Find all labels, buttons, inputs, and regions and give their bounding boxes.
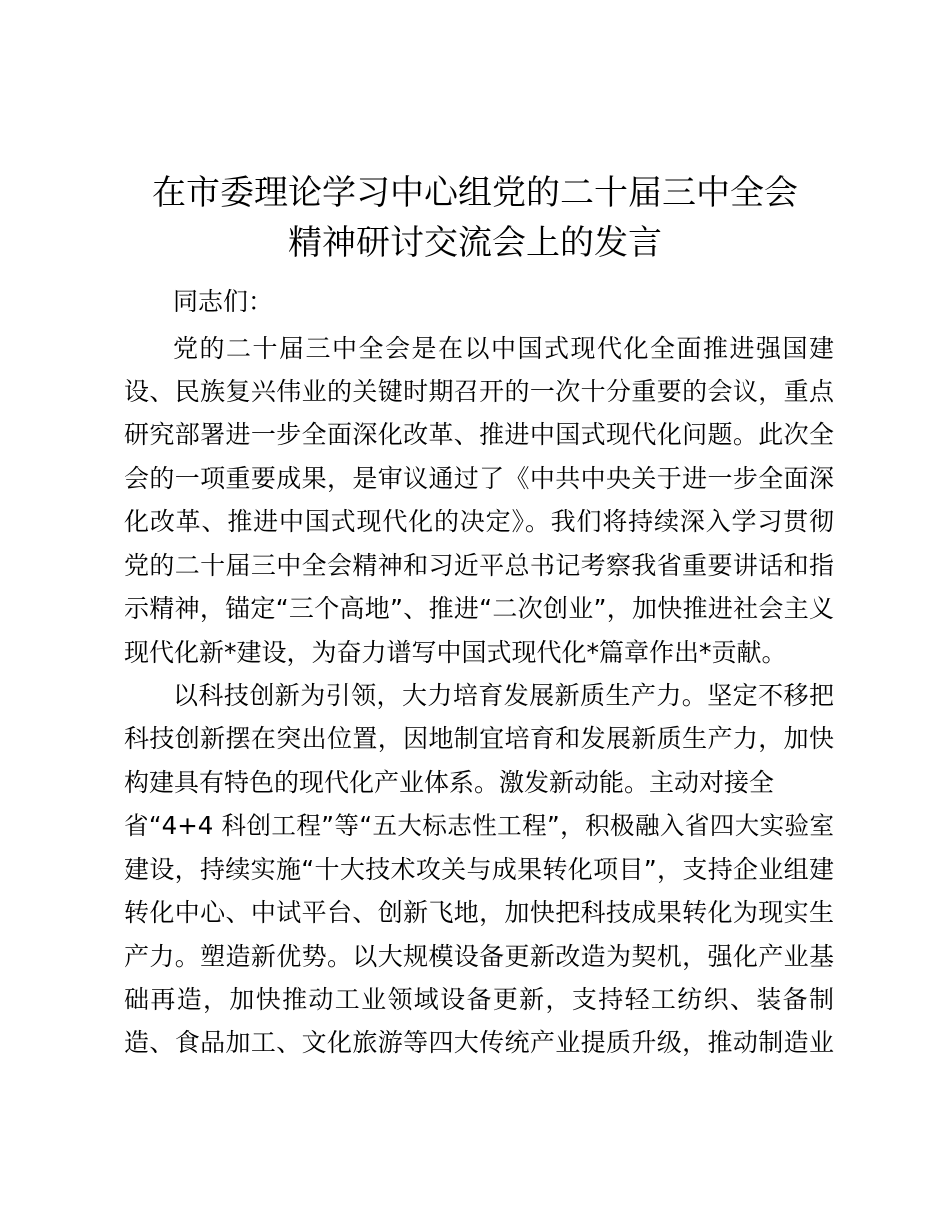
paragraph-line: 现代化新*建设，为奋力谱写中国式现代化*篇章作出*贡献。 (124, 638, 787, 667)
title-line: 精神研讨交流会上的发言 (288, 223, 662, 263)
title-line: 在市委理论学习中心组党的二十届三中全会 (152, 173, 798, 213)
paragraph-line: 础再造，加快推动工业领域设备更新，支持轻工纺织、装备制 (124, 985, 834, 1014)
paragraph-line: 产力。塑造新优势。以大规模设备更新改造为契机，强化产业基 (124, 942, 834, 971)
paragraph-line: 构建具有特色的现代化产业体系。激发新动能。主动对接全 (124, 768, 775, 797)
paragraph-line: 示精神，锚定“三个高地”、推进“二次创业”，加快推进社会主义 (124, 594, 834, 623)
paragraph-line: 设、民族复兴伟业的关键时期召开的一次十分重要的会议，重点 (124, 377, 834, 406)
paragraph-line: 党的二十届三中全会是在以中国式现代化全面推进强国建 (173, 334, 834, 363)
paragraph-line: 转化中心、中试平台、创新飞地，加快把科技成果转化为现实生 (124, 898, 834, 927)
document-title (100, 168, 850, 268)
paragraph-line: 化改革、推进中国式现代化的决定》。我们将持续深入学习贯彻 (124, 507, 834, 536)
paragraph-line: 造、食品加工、文化旅游等四大传统产业提质升级，推动制造业 (124, 1028, 834, 1057)
paragraph-line: 建设，持续实施“十大技术攻关与成果转化项目”，支持企业组建 (124, 855, 834, 884)
paragraph-line: 省“4+4 科创工程”等“五大标志性工程”，积极融入省四大实验室 (124, 811, 834, 840)
paragraph-line: 会的一项重要成果，是审议通过了《中共中央关于进一步全面深 (124, 464, 834, 493)
salutation: 同志们： (173, 287, 274, 316)
paragraph-line: 科技创新摆在突出位置，因地制宜培育和发展新质生产力，加快 (124, 724, 834, 753)
paragraph-line: 党的二十届三中全会精神和习近平总书记考察我省重要讲话和指 (124, 551, 834, 580)
paragraph-line: 以科技创新为引领，大力培育发展新质生产力。坚定不移把 (173, 681, 834, 710)
paragraph-line: 研究部署进一步全面深化改革、推进中国式现代化问题。此次全 (124, 420, 834, 449)
